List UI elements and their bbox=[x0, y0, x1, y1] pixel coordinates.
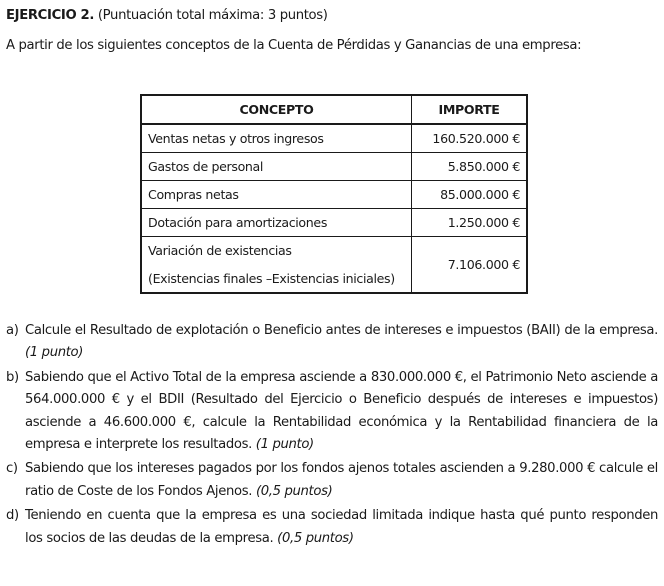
question-text: Sabiendo que el Activo Total de la empresa asciende a 830.000.000 €, el Patrimonio Neto asciende a 564.000.000 € y el BDII (Resultado del Ejercicio o Beneficio después de intereses e impuestos) asciende a 46.600.000 €, calcule la Rentabilidad económica y la Rentabilidad financiera de la empresa e interprete los resultados. bbox=[25, 369, 658, 453]
concept-cell: Gastos de personal bbox=[141, 153, 412, 181]
table-row bbox=[141, 124, 527, 153]
table-row bbox=[141, 209, 527, 237]
question-text: Calcule el Resultado de explotación o Beneficio antes de intereses e impuestos (BAII) de la empresa. bbox=[25, 323, 658, 338]
concept-cell: Ventas netas y otros ingresos bbox=[141, 124, 412, 153]
question-c bbox=[6, 458, 658, 503]
concept-cell: Compras netas bbox=[141, 181, 412, 209]
amount-cell: 160.520.000 € bbox=[412, 124, 528, 153]
question-a bbox=[6, 320, 658, 365]
question-text: Sabiendo que los intereses pagados por los fondos ajenos totales ascienden a 9.280.000 € calcule el ratio de Coste de los Fondos Ajenos. bbox=[25, 461, 658, 499]
amount-cell: 5.850.000 € bbox=[412, 153, 528, 181]
amount-cell: 7.106.000 € bbox=[412, 237, 528, 294]
question-points: (1 punto) bbox=[25, 345, 84, 361]
column-header-concept: CONCEPTO bbox=[141, 95, 412, 124]
question-points: (0,5 puntos) bbox=[255, 483, 333, 499]
question-label: d) bbox=[6, 508, 19, 524]
question-text: Teniendo en cuenta que la empresa es una sociedad limitada indique hasta qué punto responden los socios de las deudas de la empresa. bbox=[25, 508, 658, 546]
concept-cell bbox=[141, 237, 412, 294]
question-label: b) bbox=[6, 369, 19, 385]
table-row bbox=[141, 153, 527, 181]
question-points: (0,5 puntos) bbox=[277, 530, 354, 546]
question-points: (1 punto) bbox=[255, 437, 314, 453]
exercise-title: EJERCICIO 2. bbox=[6, 8, 95, 23]
table-row bbox=[141, 181, 527, 209]
exercise-heading bbox=[6, 8, 328, 23]
table-row bbox=[141, 237, 527, 294]
concept-line-1: Variación de existencias bbox=[148, 243, 292, 258]
concept-line-2: (Existencias finales –Existencias iniciales) bbox=[148, 271, 395, 286]
column-header-amount: IMPORTE bbox=[412, 95, 528, 124]
question-d bbox=[6, 505, 658, 550]
amount-cell: 1.250.000 € bbox=[412, 209, 528, 237]
amount-cell: 85.000.000 € bbox=[412, 181, 528, 209]
exercise-score-note: (Puntuación total máxima: 3 puntos) bbox=[97, 8, 328, 23]
concept-cell: Dotación para amortizaciones bbox=[141, 209, 412, 237]
question-list bbox=[6, 320, 658, 552]
exercise-intro: A partir de los siguientes conceptos de la Cuenta de Pérdidas y Ganancias de una empresa: bbox=[6, 38, 582, 53]
concepts-table bbox=[140, 94, 528, 294]
question-b bbox=[6, 367, 658, 457]
question-label: a) bbox=[6, 323, 19, 338]
question-label: c) bbox=[6, 461, 18, 477]
table-header-row bbox=[141, 95, 527, 124]
